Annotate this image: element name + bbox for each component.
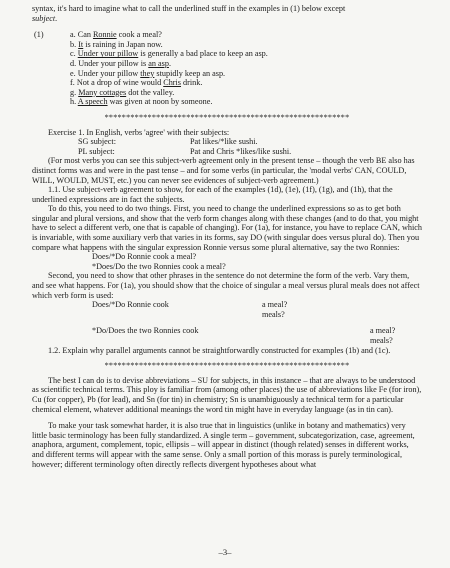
exercise-title: Exercise 1. In English, verbs 'agree' with their subjects: [48,127,230,137]
underlined-subject: an asp [148,58,169,68]
example-text: f. Not a drop of wine would [70,78,164,88]
pl-label: PL subject: [78,146,115,156]
example-does-1: Does/*Do Ronnie cook a meal? [92,252,197,262]
underlined-subject: Ronnie [92,30,117,40]
meal-example-grid [32,300,422,319]
spacer [32,414,422,421]
grid-cell: meals? [370,336,393,345]
examples-list [70,30,268,107]
example-text: drink. [180,78,203,88]
example-text: is raining in Japan now. [83,39,163,49]
intro-line-end: subject. [32,13,58,23]
example-item [70,88,268,98]
grid-cell: a meal? [370,326,396,336]
example-does-2: *Does/Do the two Ronnies cook a meal? [92,261,226,271]
example-text: e. Under your pillow [70,68,141,78]
example-text: is generally a bad place to keep an asp. [138,49,268,59]
example-item [70,40,268,50]
example-item [70,49,268,59]
separator-stars-2: ********************************************************* [104,361,350,371]
examples-number: (1) [34,30,44,40]
paragraph-best: The best I can do is to devise abbreviations – SU for subjects, in this instance – that are always to be understood as scientific technical terms. This ploy is familiar from (among other places) the use of abbreviations like Fe (for iron), Cu (for copper), Pb (for lead), and Sn (for tin) in chemistry; Sn is unambiguously a technical term for a particular chemical element, whatever additional meanings the word tin might have in everyday language (as in tin can). [32,375,422,414]
paragraph-1-2: 1.2. Explain why parallel arguments cannot be straightforwardly constructed for examples (1b) and (1c). [48,345,391,355]
example-text: h. [70,97,78,107]
sg-label: SG subject: [78,137,116,147]
example-item [70,69,268,79]
sg-value: Pat likes/*like sushi. [190,137,258,147]
grid-cell: Does/*Do Ronnie cook [92,300,169,310]
example-text: a. Can [70,30,93,40]
example-text: b. [70,39,79,49]
pl-value: Pat and Chris *likes/like sushi. [190,146,292,156]
underlined-subject: Chris [163,78,181,88]
example-text: cook a meal? [116,30,162,40]
underlined-subject: It [78,39,84,49]
example-text: stupidly keep an asp. [154,68,226,78]
grid-cell: meals? [262,309,285,319]
example-text: c. [70,49,78,59]
underlined-subject: they [140,68,155,78]
example-text: dot the valley. [126,87,175,97]
example-text: . [168,58,171,68]
underlined-subject: Under your pillow [77,49,139,59]
example-item [70,97,268,107]
example-item [70,78,268,88]
paragraph-harder: To make your task somewhat harder, it is also true that in linguistics (unlike in botany and mathematics) very little basic terminology has been fully standardized. A single term – government, subcategorization, case, agreement, anaphora, argument, complement, topic, ellipsis – will appear in distinct (though related) senses in different works, and different terms will appear with the same sense. Only a small portion of this morass is purely terminological, however; different terminology often directly reflects divergent hypotheses about what [32,421,415,469]
example-text: was given at noon by someone. [107,97,213,107]
underlined-subject: A speech [77,97,108,107]
example-item [70,59,268,69]
underlined-subject: Many cottages [78,87,127,97]
page-number: –3– [218,547,232,557]
example-text: g. [70,87,79,97]
example-text: d. Under your pillow is [70,58,149,68]
sg-row [32,137,422,147]
examples-block [32,30,422,107]
paragraph-second: Second, you need to show that other phrases in the sentence do not determine the form of the verb. Vary them, and see what happens. For (1a), you should show that the choice of singular a meal versus plural meals does not affect which verb form is used: [32,271,420,300]
pl-row [32,147,422,157]
intro-line: syntax, it's hard to imagine what to call the underlined stuff in the examples in (1) below except [32,4,346,13]
grid-cell [92,336,272,346]
paragraph-todo: To do this, you need to do two things. First, you need to change the underlined expressions so as to get both singular and plural versions, and show that the verb form changes along with these changes (and to do that, you might have to select a different verb, one that is capable of changing). For (1a), for instance, you have to replace CAN, which is invariable, with some auxiliary verb that varies in its forms, say DO (with singular does versus plural do). Then you compare what happens with the singular expression Ronnie versus some plural alternative, say the two Ronnies: [32,204,422,252]
spacer [32,319,422,326]
paragraph-1-1: 1.1. Use subject-verb agreement to show, for each of the examples (1d), (1e), (1f), (1g), and (1h), that the underlined expressions are in fact the subjects. [32,185,393,204]
grid-cell: a meal? [262,300,288,310]
separator-stars: ********************************************************* [104,112,350,122]
example-item [70,30,268,40]
ronnies-example-grid [32,326,422,345]
grid-cell [92,310,262,320]
grid-cell: *Do/Does the two Ronnies cook [92,326,199,336]
paragraph-verbs: (For most verbs you can see this subject-verb agreement only in the present tense – though the verb BE also has distinct forms was and were in the past tense – and for some verbs (in particular, the 'modal verbs' CAN, COULD, WILL, WOULD, MUST, etc.) you can never see evidences of subject-verb agreement.) [32,156,415,185]
